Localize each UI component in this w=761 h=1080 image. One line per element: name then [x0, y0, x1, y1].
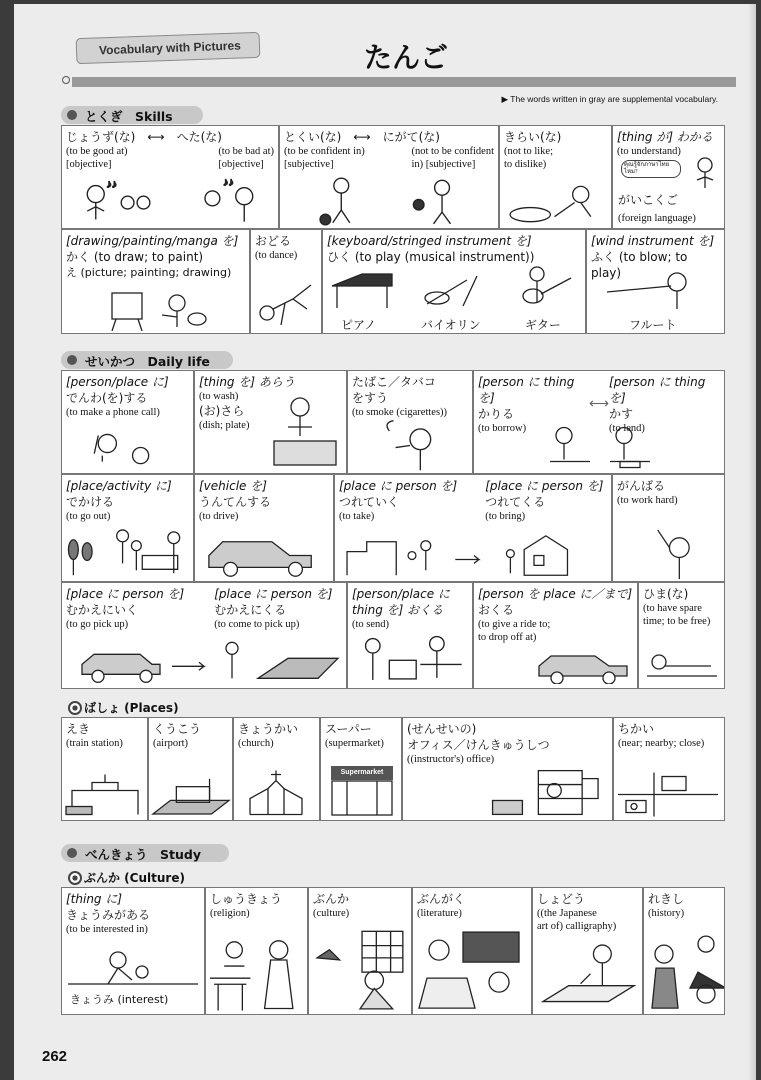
church-illustration: [234, 767, 319, 820]
pick-up-illustration: [62, 633, 346, 688]
magnifier-illustration: [68, 948, 198, 988]
textbook-page: [14, 4, 756, 1080]
vocab-tabako: たばこ／タバコ をすう (to smoke (cigarettes)): [347, 370, 473, 474]
phone-call-illustration: [62, 420, 193, 473]
airport-illustration: [149, 767, 232, 820]
page-title: たんご: [364, 41, 449, 74]
singing-people-illustration: [62, 175, 278, 228]
section-tab: Vocabulary with Pictures: [76, 32, 261, 64]
dislike-food-illustration: [500, 175, 611, 228]
washing-dishes-illustration: [270, 393, 340, 469]
header-bar: [72, 77, 736, 87]
supermarket-illustration: [331, 780, 393, 816]
vocab-denwa: [person/place に] でんわ(を)する (to make a phone call): [61, 370, 194, 474]
painter-illustration: [102, 289, 212, 331]
section-places: ばしょ (Places): [66, 699, 179, 716]
vocab-okuru-ride: [person を place に／まで] おくる (to give a ride to; to drop off at): [473, 582, 638, 689]
nearby-map-illustration: [614, 767, 724, 820]
calligraphy-illustration: [533, 938, 642, 1014]
vocab-okuru-send: [person/place に thing を] おくる (to send): [347, 582, 473, 689]
vocab-odoru: おどる (to dance): [250, 229, 322, 334]
section-study: べんきょう Study: [61, 844, 229, 862]
culture-shodou: しょどう ((the Japanese art of) calligraphy): [532, 887, 643, 1015]
person-icon: [690, 156, 720, 196]
vocab-tokui-nigate: とくい(な) ⟷ にがて(な) (to be confident in) [subjective] (not to be confident in) [subjective]: [279, 125, 499, 229]
speech-bubble: คุณรู้จักภาษาไทยไหม?: [621, 160, 681, 178]
instruments-illustration: [327, 266, 581, 312]
svg-text:♪♪: ♪♪: [223, 177, 234, 189]
car-ride-illustration: [533, 644, 633, 684]
relaxing-illustration: [643, 648, 721, 682]
cheering-illustration: [613, 526, 724, 581]
vocab-ganbaru: がんばる (to work hard): [612, 474, 725, 582]
vocab-hima: ひま(な) (to have spare time; to be free): [638, 582, 725, 689]
vocab-jouzu-heta: じょうず(な) ⟷ へた(な) (to be good at) [objective] (to be bad at) [objective] ♪♪ ♪♪: [61, 125, 279, 229]
vocab-kariru-kasu: [person に thing を] かりる (to borrow) ⟷ [person に thing を] かす (to lend): [473, 370, 725, 474]
office-illustration: [403, 767, 612, 820]
religion-illustration: [206, 926, 307, 1014]
car-illustration: [195, 526, 333, 581]
borrow-lend-illustration: [474, 420, 724, 473]
place-office: (せんせいの) オフィス／けんきゅうしつ ((instructor's) office): [402, 717, 613, 821]
place-supaa: スーパー (supermarket) Supermarket: [320, 717, 402, 821]
vocab-tsurete: [place に person を] つれていく (to take) [place に person を] つれてくる (to bring): [334, 474, 612, 582]
page-number: 262: [42, 1048, 68, 1065]
culture-kyoumi: [thing に] きょうみがある (to be interested in) きょうみ (interest): [61, 887, 205, 1015]
station-illustration: [62, 767, 147, 820]
vocab-untensuru: [vehicle を] うんてんする (to drive): [194, 474, 334, 582]
dancer-illustration: [253, 279, 319, 329]
vocab-kirai: きらい(な) (not to like; to dislike): [499, 125, 612, 229]
going-out-illustration: [62, 526, 193, 581]
sending-parcel-illustration: [348, 633, 472, 688]
smoking-illustration: [348, 420, 472, 473]
place-chikai: ちかい (near; nearby; close): [613, 717, 725, 821]
take-bring-illustration: [335, 526, 611, 581]
vocab-kaku: [drawing/painting/manga を] かく (to draw; to paint) え (picture; painting; drawing): [61, 229, 250, 334]
supplemental-note: ▶ The words written in gray are supplemental vocabulary.: [501, 94, 718, 104]
section-daily-life: せいかつ Daily life: [61, 351, 233, 369]
svg-text:♪♪: ♪♪: [106, 179, 117, 191]
place-kyoukai: きょうかい (church): [233, 717, 320, 821]
culture-illustration: [309, 926, 411, 1014]
section-culture: ぶんか (Culture): [66, 869, 185, 886]
culture-rekishi: れきし (history): [643, 887, 725, 1015]
culture-bungaku: ぶんがく (literature): [412, 887, 532, 1015]
supermarket-sign: Supermarket: [331, 766, 393, 780]
flute-player-illustration: [607, 270, 707, 310]
soccer-illustration: [280, 175, 498, 228]
vocab-wakaru: [thing が] わかる (to understand) คุณรู้จักภาษาไทยไหม? がいこくご (foreign language): [612, 125, 725, 229]
vocab-mukae: [place に person を] むかえにいく (to go pick up) [place に person を] むかえにくる (to come to pick up): [61, 582, 347, 689]
history-illustration: [644, 926, 724, 1014]
place-eki: えき (train station): [61, 717, 148, 821]
vocab-fuku: [wind instrument を] ふく (to blow; to play) フルート: [586, 229, 725, 334]
vocab-hiku: [keyboard/stringed instrument を] ひく (to play (musical instrument)) ピアノ バイオリン ギター: [322, 229, 586, 334]
culture-bunka: ぶんか (culture): [308, 887, 412, 1015]
ring-icon: [62, 76, 70, 84]
vocab-arau: [thing を] あらう (to wash) (お)さら (dish; plate): [194, 370, 347, 474]
literature-illustration: [413, 926, 531, 1014]
place-kuukou: くうこう (airport): [148, 717, 233, 821]
vocab-dekakeru: [place/activity に] でかける (to go out): [61, 474, 194, 582]
culture-shuukyou: しゅうきょう (religion): [205, 887, 308, 1015]
section-skills: とくぎ Skills: [61, 106, 203, 124]
